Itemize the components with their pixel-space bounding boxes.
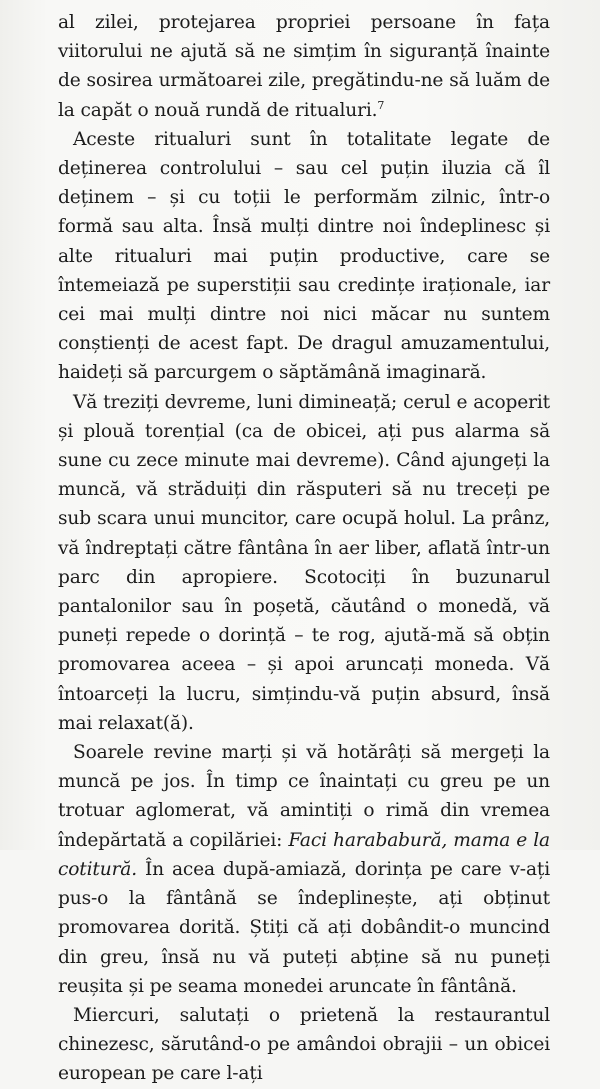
paragraph-3: Vă treziți devreme, luni dimineață; cerul e acoperit și plouă torențial (ca de obicei, ați pus alarma să sune cu zece minute mai devreme). Când ajungeți la muncă, vă străduiți din răsputeri să nu treceți pe sub scara unui muncitor, care ocupă holul. La prânz, vă îndreptați către fântâna în aer liber, aflată într-un parc din apropiere. Scotociți în buzunarul pantalonilor sau în poșetă, căutând o monedă, vă puneți repede o dorință – te rog, ajută-mă să obțin promovarea aceea – și apoi aruncați moneda. Vă întoarceți la lucru, simțindu-vă puțin absurd, însă mai relaxat(ă). [58, 391, 550, 734]
rhyme-quote: Faci harababură, mama e la cotitură. [58, 829, 550, 880]
paragraph-2: Aceste ritualuri sunt în totalitate legate de deținerea controlului – sau cel puțin iluzia că îl deținem – și cu toții le performăm zilnic, într-o formă sau alta. Însă mulți dintre noi îndeplinesc și alte ritualuri mai puțin productive, care se întemeiază pe superstiții sau credințe iraționale, iar cei mai mulți dintre noi nici măcar nu suntem conștienți de acest fapt. De dragul amuzamentului, haideți să parcurgem o săptămână imaginară. [58, 128, 550, 384]
paragraph-4-text-after: În acea după-amiază, dorința pe care v-ați pus-o la fântână se îndeplinește, ați obținut promovarea dorită. Știți că ați dobândit-o muncind din greu, însă nu vă puteți abține să nu puneți reușita și pe seama monedei aruncate în fântână. [58, 858, 550, 997]
paragraph-4 [58, 738, 550, 1001]
paragraph-1 [58, 8, 550, 125]
paragraph-4-text-before: Soarele revine marți și vă hotărâți să mergeți la muncă pe jos. În timp ce înaintați cu greu pe un trotuar aglomerat, vă amintiți o rimă din vremea îndepărtată a copilăriei: [58, 742, 550, 851]
footnote-marker: 7 [377, 98, 385, 112]
paragraph-1-text: al zilei, protejarea propriei persoane în fața viitorului ne ajută să ne simțim în siguranță înainte de sosirea următoarei zile, pregătindu-ne să luăm de la capăt o nouă rundă de ritualuri. [58, 12, 550, 121]
body-text [58, 8, 550, 1089]
paragraph-5: Miercuri, salutați o prietenă la restaurantul chinezesc, sărutând-o pe amândoi obrajii – un obicei european pe care l-ați [58, 1004, 550, 1085]
